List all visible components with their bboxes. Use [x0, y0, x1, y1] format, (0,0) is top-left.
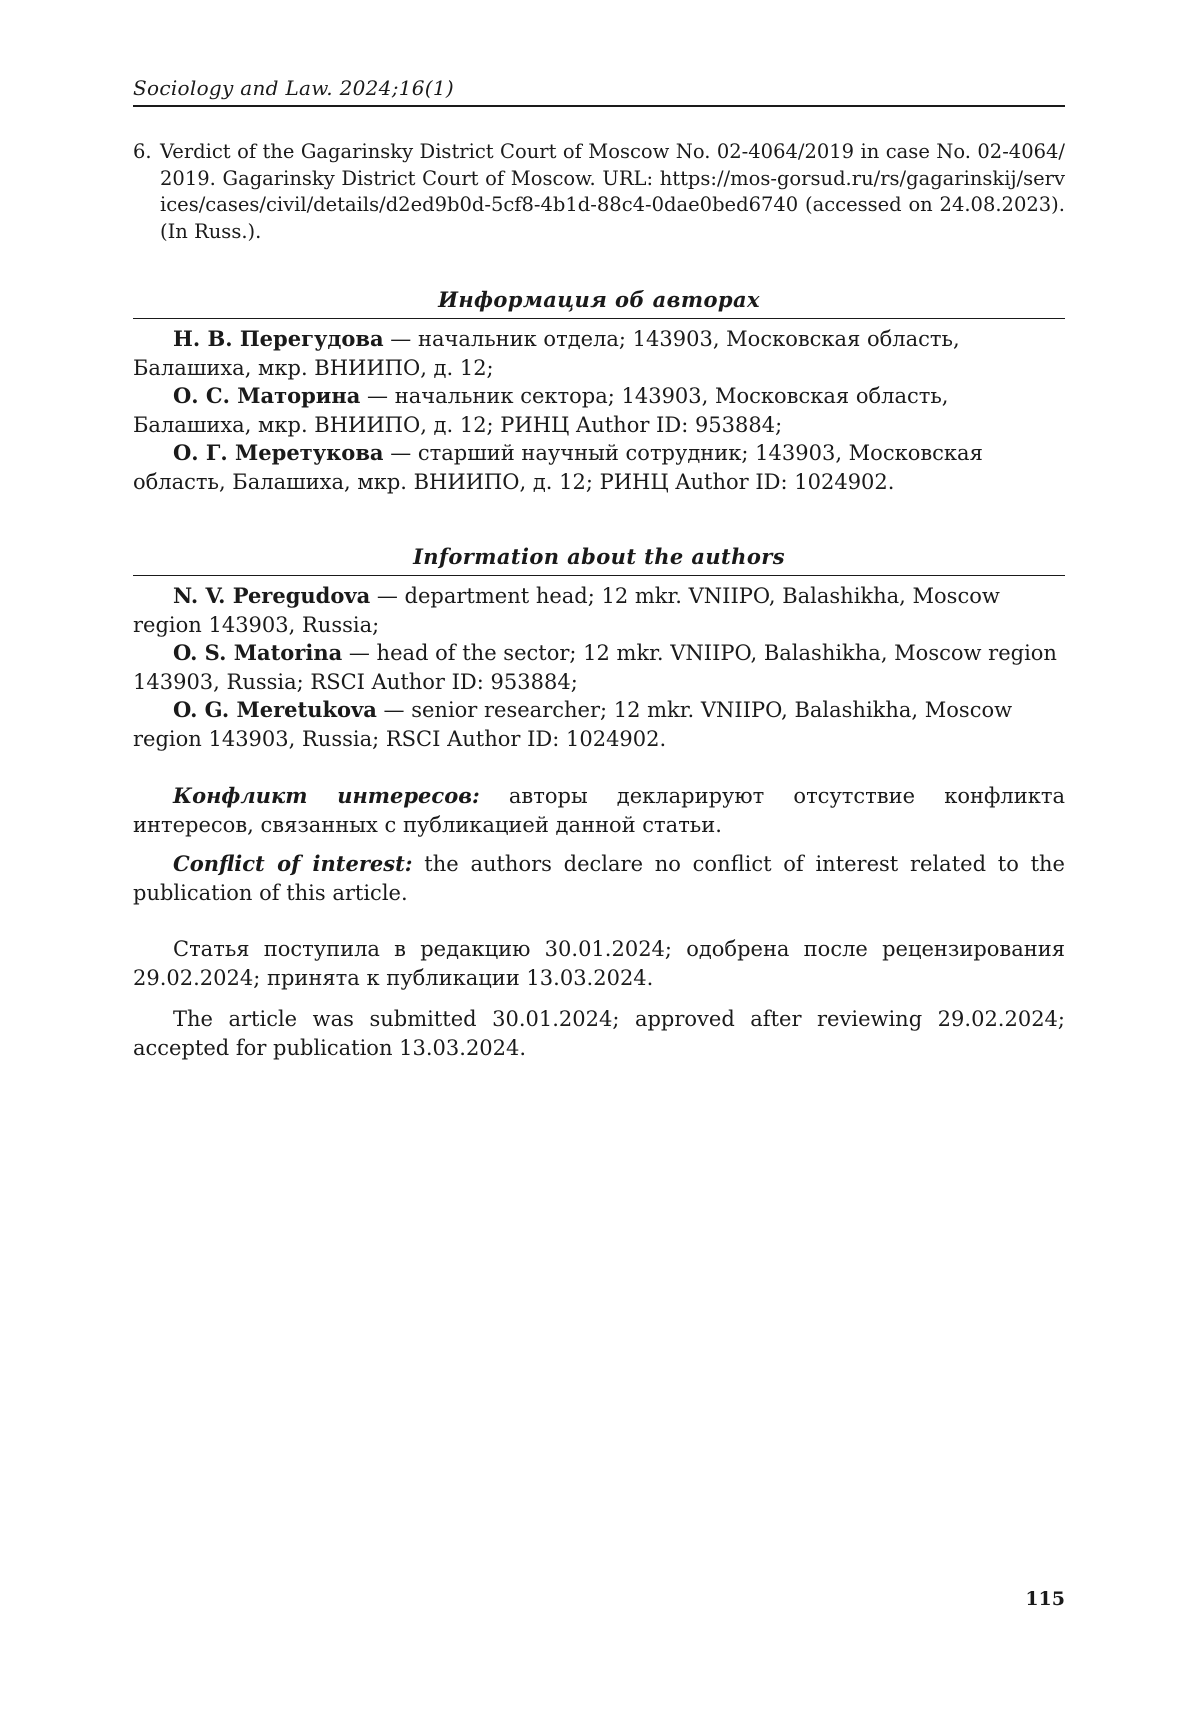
authors-en-title: Information about the authors — [413, 544, 785, 569]
author-name: O. S. Matorina — [173, 640, 343, 665]
author-name: O. G. Meretukova — [173, 697, 377, 722]
author-details: — начальник отдела; 143903, Московская область, Балашиха, мкр. ВНИИПО, д. 12; — [133, 327, 960, 380]
author-details: — начальник сектора; 143903, Московская область, Балашиха, мкр. ВНИИПО, д. 12; РИНЦ Author ID: 953884; — [133, 384, 949, 437]
author-ru-entry — [133, 382, 1065, 439]
running-head: Sociology and Law. 2024;16(1) — [133, 76, 455, 100]
journal-page — [133, 0, 1065, 1721]
authors-ru-title: Информация об авторах — [438, 287, 760, 312]
author-details: — старший научный сотрудник; 143903, Московская область, Балашиха, мкр. ВНИИПО, д. 12; РИНЦ Author ID: 1024902. — [133, 441, 983, 494]
author-en-entry — [133, 582, 1065, 639]
authors-en-section — [133, 543, 1065, 753]
page-number: 115 — [1025, 1588, 1065, 1610]
author-ru-entry — [133, 325, 1065, 382]
conflict-ru-text: авторы декларируют отсутствие конфликта интересов, связанных с публикацией данной статьи. — [133, 784, 1065, 837]
author-details: — head of the sector; 12 mkr. VNIIPO, Balashikha, Moscow region 143903, Russia; RSCI Author ID: 953884; — [133, 641, 1057, 694]
conflict-ru-label: Конфликт интересов: — [173, 783, 480, 808]
conflict-en-text: the authors declare no conflict of interest related to the publication of this article. — [133, 852, 1065, 905]
history-ru-paragraph: Статья поступила в редакцию 30.01.2024; одобрена после рецензирования 29.02.2024; принята к публикации 13.03.2024. — [133, 937, 1065, 990]
reference-number: 6. — [133, 140, 152, 163]
reference-item — [133, 139, 1065, 245]
author-details: — senior researcher; 12 mkr. VNIIPO, Balashikha, Moscow region 143903, Russia; RSCI Author ID: 1024902. — [133, 698, 1013, 751]
history-en-paragraph: The article was submitted 30.01.2024; approved after reviewing 29.02.2024; accepted for publication 13.03.2024. — [133, 1007, 1065, 1060]
author-en-entry — [133, 696, 1065, 753]
section-rule — [133, 318, 1065, 319]
author-name: О. Г. Меретукова — [173, 440, 384, 465]
author-en-entry — [133, 639, 1065, 696]
authors-ru-section — [133, 286, 1065, 496]
conflict-ru-paragraph — [133, 782, 1065, 839]
author-name: Н. В. Перегудова — [173, 326, 384, 351]
author-name: О. С. Маторина — [173, 383, 361, 408]
reference-text: Verdict of the Gagarinsky District Court of Moscow No. 02-4064/2019 in case No. 02-4064/2019. Gagarinsky District Court of Moscow. URL: https://mos-gorsud.ru/rs/gagarinskij/services/cases/civil/details/d2ed9b0d-5cf8-4b1d-88c4-0dae0bed6740 (accessed on 24.08.2023). (In Russ.). — [160, 140, 1065, 243]
section-rule — [133, 575, 1065, 576]
author-ru-entry — [133, 439, 1065, 496]
conflict-en-label: Conflict of interest: — [173, 851, 413, 876]
author-details: — department head; 12 mkr. VNIIPO, Balashikha, Moscow region 143903, Russia; — [133, 584, 1000, 637]
author-name: N. V. Peregudova — [173, 583, 371, 608]
reference-list — [133, 139, 1065, 245]
header-rule — [133, 105, 1065, 107]
conflict-en-paragraph — [133, 850, 1065, 907]
